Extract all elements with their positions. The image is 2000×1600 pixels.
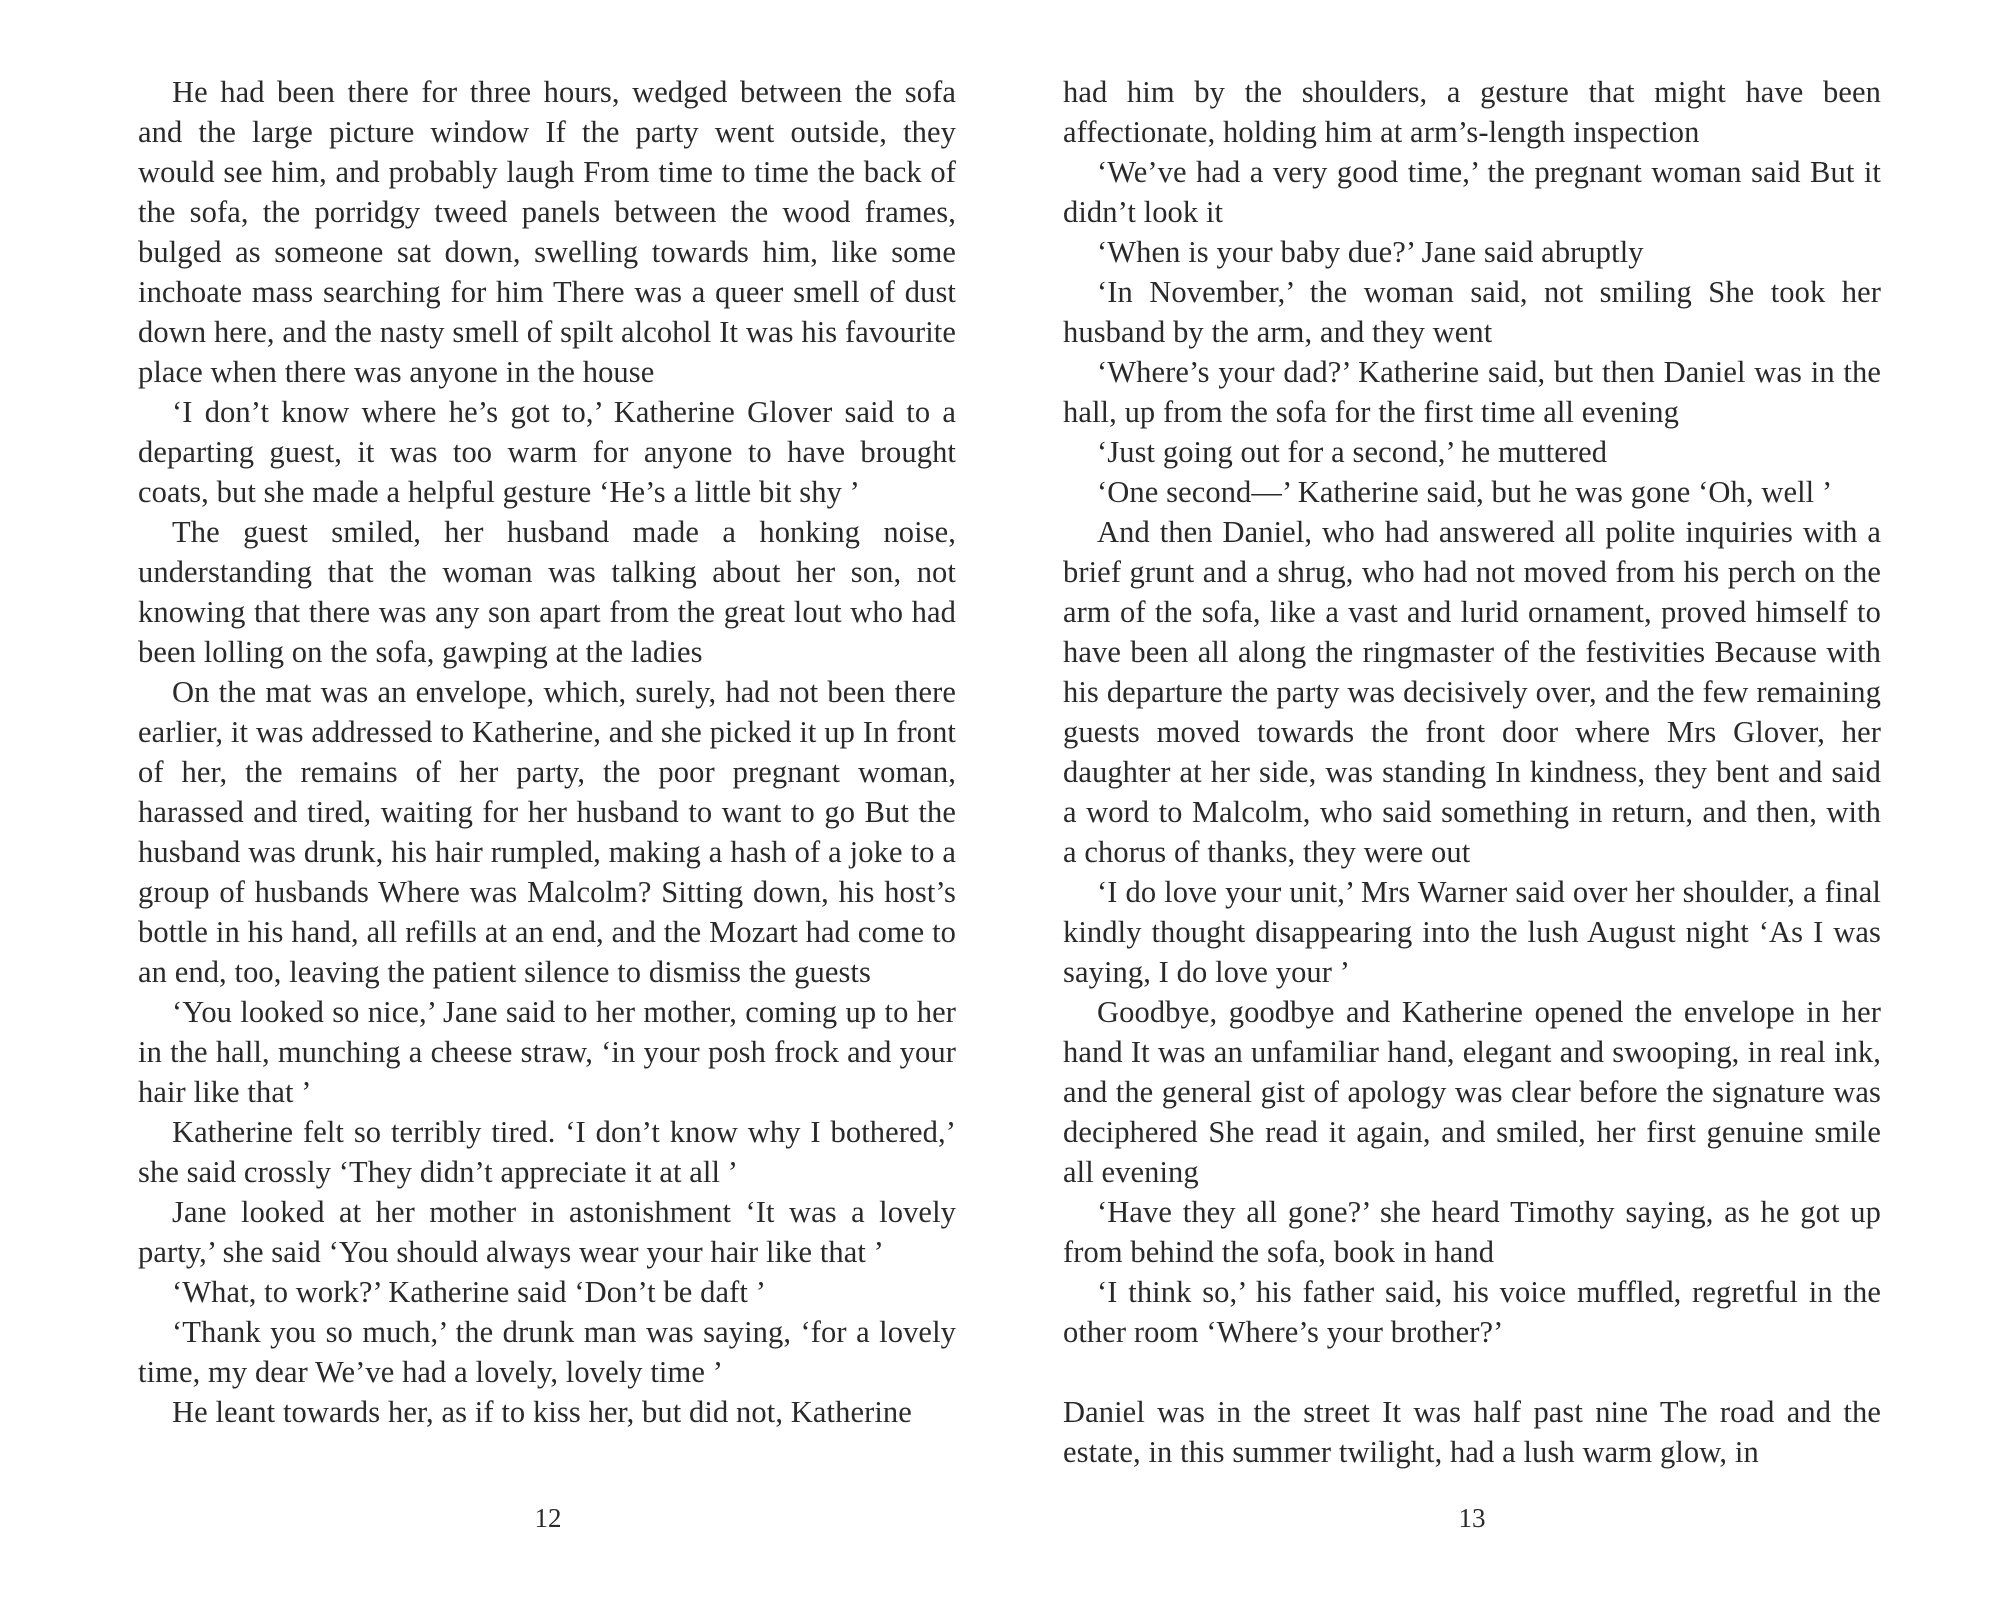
paragraph: ‘What, to work?’ Katherine said ‘Don’t be daft ’ xyxy=(172,1275,766,1309)
paragraph: The guest smiled, her husband made a honking noise, understanding that the woman was talking about her son, not knowing that there was any son apart from the great lout who had been lolling on the sofa, gawping at the ladies xyxy=(138,515,956,669)
paragraph: ‘I do love your unit,’ Mrs Warner said over her shoulder, a final kindly thought disappearing into the lush August night ‘As I was saying, I do love your ’ xyxy=(1063,875,1881,989)
paragraph: ‘In November,’ the woman said, not smiling She took her husband by the arm, and they went xyxy=(1063,275,1881,349)
paragraph: ‘When is your baby due?’ Jane said abruptly xyxy=(1097,235,1644,269)
paragraph: ‘Just going out for a second,’ he muttered xyxy=(1097,435,1608,469)
paragraph: He had been there for three hours, wedged between the sofa and the large picture window If the party went outside, they would see him, and probably laugh From time to time the back of the sofa, the porridgy tweed panels between the wood frames, bulged as someone sat down, swelling towards him, like some inchoate mass searching for him There was a queer smell of dust down here, and the nasty smell of spilt alcohol It was his favourite place when there was anyone in the house xyxy=(138,75,956,389)
paragraph: ‘Thank you so much,’ the drunk man was saying, ‘for a lovely time, my dear We’ve had a lovely, lovely time ’ xyxy=(138,1315,956,1389)
paragraph: On the mat was an envelope, which, surely, had not been there earlier, it was addressed to Katherine, and she picked it up In front of her, the remains of her party, the poor pregnant woman, harassed and tired, waiting for her husband to want to go But the husband was drunk, his hair rumpled, making a hash of a joke to a group of husbands Where was Malcolm? Sitting down, his host’s bottle in his hand, all refills at an end, and the Mozart had come to an end, too, leaving the patient silence to dismiss the guests xyxy=(138,675,956,989)
left-page xyxy=(138,72,956,1432)
paragraph: ‘I don’t know where he’s got to,’ Katherine Glover said to a departing guest, it was too warm for anyone to have brought coats, but she made a helpful gesture ‘He’s a little bit shy ’ xyxy=(138,395,956,509)
paragraph: had him by the shoulders, a gesture that might have been affectionate, holding him at arm’s-length inspection xyxy=(1063,75,1881,149)
paragraph: ‘You looked so nice,’ Jane said to her mother, coming up to her in the hall, munching a cheese straw, ‘in your posh frock and your hair like that ’ xyxy=(138,995,956,1109)
paragraph: Katherine felt so terribly tired. ‘I don’t know why I bothered,’ she said crossly ‘They didn’t appreciate it at all ’ xyxy=(138,1115,956,1189)
page-number: 13 xyxy=(1458,1503,1486,1533)
page-number: 12 xyxy=(534,1503,562,1533)
paragraph: ‘I think so,’ his father said, his voice muffled, regretful in the other room ‘Where’s your brother?’ xyxy=(1063,1275,1881,1349)
paragraph: Goodbye, goodbye and Katherine opened the envelope in her hand It was an unfamiliar hand, elegant and swooping, in real ink, and the general gist of apology was clear before the signature was deciphered She read it again, and smiled, her first genuine smile all evening xyxy=(1063,995,1881,1189)
paragraph: ‘Where’s your dad?’ Katherine said, but then Daniel was in the hall, up from the sofa for the first time all evening xyxy=(1063,355,1881,429)
paragraph: Jane looked at her mother in astonishment ‘It was a lovely party,’ she said ‘You should always wear your hair like that ’ xyxy=(138,1195,956,1269)
paragraph: ‘Have they all gone?’ she heard Timothy saying, as he got up from behind the sofa, book in hand xyxy=(1063,1195,1881,1269)
paragraph: ‘One second—’ Katherine said, but he was gone ‘Oh, well ’ xyxy=(1097,475,1833,509)
paragraph: He leant towards her, as if to kiss her, but did not, Katherine xyxy=(172,1395,912,1429)
section-start-paragraph: Daniel was in the street It was half past nine The road and the estate, in this summer twilight, had a lush warm glow, in xyxy=(1063,1395,1881,1469)
right-page xyxy=(1063,72,1881,1472)
paragraph: ‘We’ve had a very good time,’ the pregnant woman said But it didn’t look it xyxy=(1063,155,1881,229)
paragraph: And then Daniel, who had answered all polite inquiries with a brief grunt and a shrug, who had not moved from his perch on the arm of the sofa, like a vast and lurid ornament, proved himself to have been all along the ringmaster of the festivities Because with his departure the party was decisively over, and the few remaining guests moved towards the front door where Mrs Glover, her daughter at her side, was standing In kindness, they bent and said a word to Malcolm, who said something in return, and then, with a chorus of thanks, they were out xyxy=(1063,515,1881,869)
